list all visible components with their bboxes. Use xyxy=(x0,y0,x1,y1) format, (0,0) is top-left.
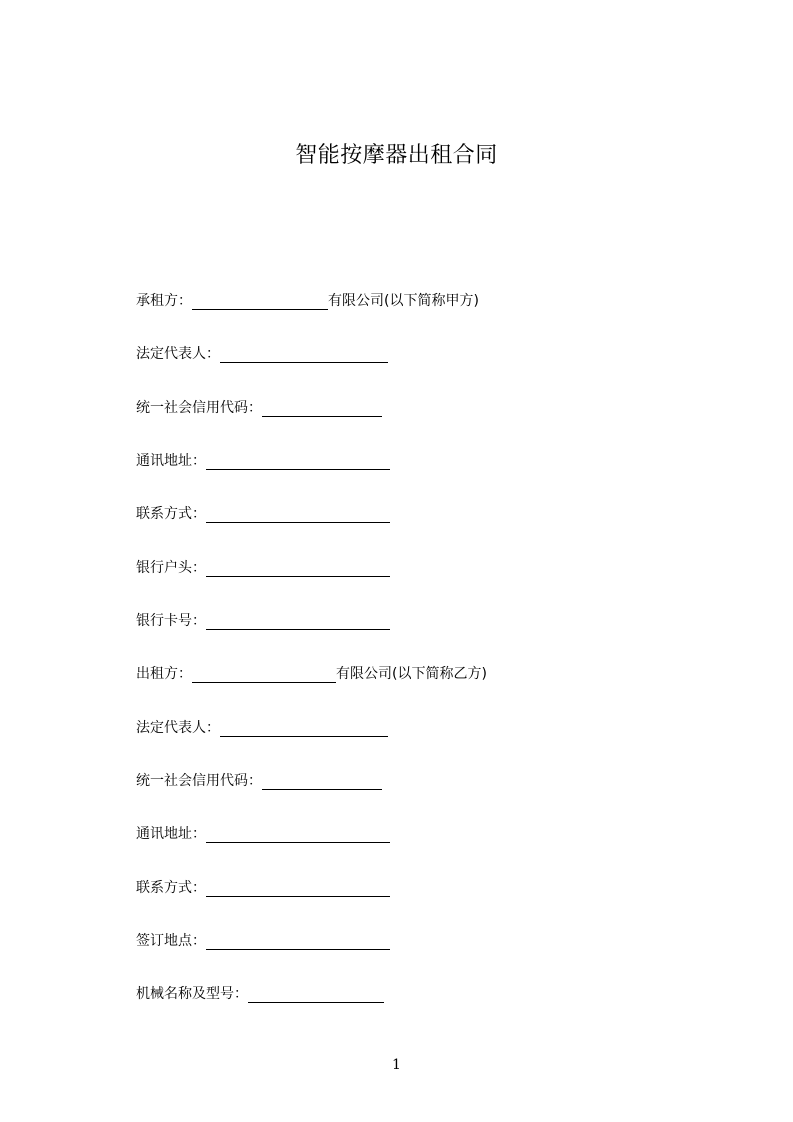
lessor-address-blank[interactable] xyxy=(206,825,390,843)
lessor-credit-code-label: 统一社会信用代码： xyxy=(136,773,262,789)
lessee-bank-card-label: 银行卡号： xyxy=(136,613,206,629)
lessor-contact-blank[interactable] xyxy=(206,879,390,897)
lessee-legal-rep-line xyxy=(136,343,388,365)
machine-model-line xyxy=(136,983,384,1005)
lessee-bank-account-label: 银行户头： xyxy=(136,560,206,576)
page-number: 1 xyxy=(392,1057,401,1073)
lessee-credit-code-line xyxy=(136,397,382,419)
lessor-legal-rep-label: 法定代表人： xyxy=(136,720,220,736)
lessee-contact-line xyxy=(136,503,390,525)
lessor-name-blank[interactable] xyxy=(192,665,336,683)
machine-model-blank[interactable] xyxy=(248,985,384,1003)
machine-model-label: 机械名称及型号： xyxy=(136,986,248,1002)
signing-place-label: 签订地点： xyxy=(136,933,206,949)
document-title: 智能按摩器出租合同 xyxy=(295,143,498,168)
lessee-label: 承租方： xyxy=(136,293,192,309)
lessee-name-line xyxy=(136,290,479,312)
lessor-legal-rep-blank[interactable] xyxy=(220,719,388,737)
lessor-legal-rep-line xyxy=(136,717,388,739)
lessee-bank-card-blank[interactable] xyxy=(206,612,390,630)
lessee-name-blank[interactable] xyxy=(192,292,328,310)
lessor-name-line xyxy=(136,663,487,685)
signing-place-line xyxy=(136,930,390,952)
lessee-address-line xyxy=(136,450,390,472)
lessee-legal-rep-label: 法定代表人： xyxy=(136,346,220,362)
signing-place-blank[interactable] xyxy=(206,932,390,950)
lessee-suffix: 有限公司(以下简称甲方) xyxy=(328,293,479,309)
lessor-address-line xyxy=(136,823,390,845)
lessee-address-label: 通讯地址： xyxy=(136,453,206,469)
lessor-suffix: 有限公司(以下简称乙方) xyxy=(336,666,487,682)
lessee-bank-account-blank[interactable] xyxy=(206,559,390,577)
lessee-contact-blank[interactable] xyxy=(206,505,390,523)
lessee-credit-code-blank[interactable] xyxy=(262,399,382,417)
lessee-bank-card-line xyxy=(136,610,390,632)
lessor-credit-code-line xyxy=(136,770,382,792)
lessor-credit-code-blank[interactable] xyxy=(262,772,382,790)
lessor-address-label: 通讯地址： xyxy=(136,826,206,842)
lessee-credit-code-label: 统一社会信用代码： xyxy=(136,400,262,416)
lessee-legal-rep-blank[interactable] xyxy=(220,345,388,363)
lessee-contact-label: 联系方式： xyxy=(136,506,206,522)
lessor-contact-line xyxy=(136,877,390,899)
lessee-address-blank[interactable] xyxy=(206,452,390,470)
lessor-contact-label: 联系方式： xyxy=(136,880,206,896)
lessee-bank-account-line xyxy=(136,557,390,579)
lessor-label: 出租方： xyxy=(136,666,192,682)
